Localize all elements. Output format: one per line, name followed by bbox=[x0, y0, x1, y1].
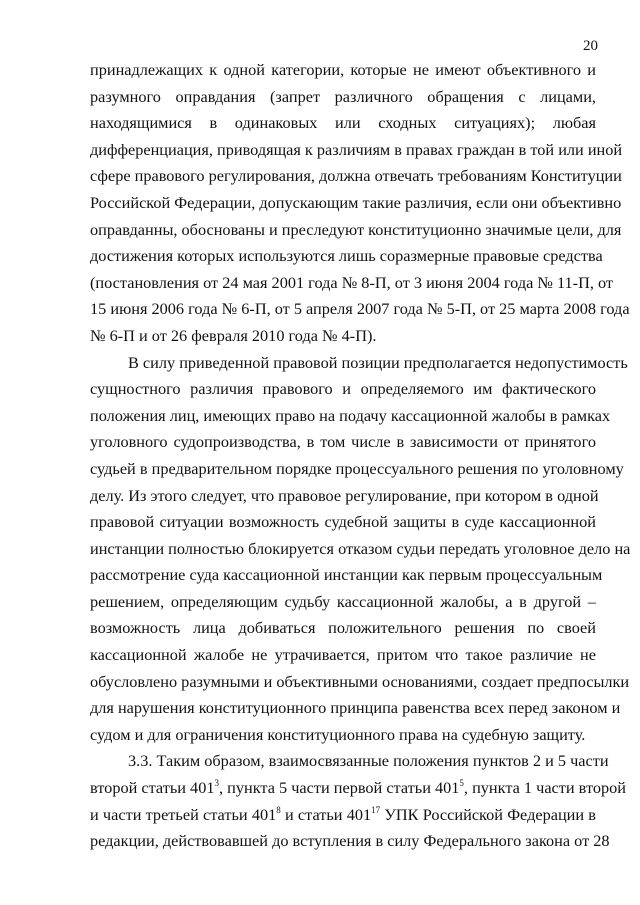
paragraph-1 bbox=[90, 57, 630, 350]
text-line: разумного оправдания (запрет различного обращения с лицами, bbox=[90, 86, 596, 106]
text-line: инстанции полностью блокируется отказом судьи передать уголовное дело на bbox=[90, 538, 631, 558]
text-line: (постановления от 24 мая 2001 года № 8-П, от 3 июня 2004 года № 11-П, от bbox=[90, 272, 614, 292]
superscript: 8 bbox=[276, 804, 281, 815]
text-line: находящимися в одинаковых или сходных ситуациях); любая bbox=[90, 113, 596, 133]
document-body bbox=[90, 57, 631, 855]
text-line: 3.3. Таким образом, взаимосвязанные положения пунктов 2 и 5 части bbox=[128, 751, 609, 771]
text-line bbox=[90, 775, 627, 802]
text-line: обусловлено разумными и объективными основаниями, создает предпосылки bbox=[90, 671, 630, 691]
line-segment: второй статьи 401 bbox=[90, 778, 215, 798]
text-line: правовой ситуации возможность судебной защиты в суде кассационной bbox=[90, 512, 596, 532]
superscript: 5 bbox=[459, 778, 464, 789]
text-line: сущностного различия правового и определяемого им фактического bbox=[90, 379, 596, 399]
text-line: редакции, действовавшей до вступления в силу Федерального закона от 28 bbox=[90, 831, 610, 851]
text-line: судом и для ограничения конституционного права на судебную защиту. bbox=[90, 724, 586, 744]
text-line: делу. Из этого следует, что правовое регулирование, при котором в одной bbox=[90, 485, 599, 505]
superscript: 17 bbox=[371, 804, 381, 815]
text-line: рассмотрение суда кассационной инстанции как первым процессуальным bbox=[90, 565, 603, 585]
text-line: судьей в предварительном порядке процессуального решения по уголовному bbox=[90, 458, 624, 478]
text-line: для нарушения конституционного принципа равенства всех перед законом и bbox=[90, 698, 621, 718]
line-segment: и статьи 401 bbox=[280, 804, 372, 824]
line-segment: УПК Российской Федерации в bbox=[380, 804, 596, 824]
page-number: 20 bbox=[583, 38, 598, 54]
text-line: оправданны, обоснованы и преследуют конституционно значимые цели, для bbox=[90, 219, 622, 239]
text-line: достижения которых используются лишь соразмерные правовые средства bbox=[90, 246, 603, 266]
line-segment: , пункта 1 части второй bbox=[463, 778, 627, 798]
text-line: № 6-П и от 26 февраля 2010 года № 4-П). bbox=[90, 325, 377, 345]
text-line: уголовного судопроизводства, в том числе в зависимости от принятого bbox=[90, 432, 596, 452]
text-line: В силу приведенной правовой позиции предполагается недопустимость bbox=[128, 352, 628, 372]
superscript: 3 bbox=[214, 778, 219, 789]
line-segment: и части третьей статьи 401 bbox=[90, 804, 277, 824]
text-line: сфере правового регулирования, должна отвечать требованиям Конституции bbox=[90, 166, 622, 186]
line-segment: , пункта 5 части первой статьи 401 bbox=[218, 778, 460, 798]
text-line: принадлежащих к одной категории, которые не имеют объективного и bbox=[90, 60, 596, 79]
text-line: решением, определяющим судьбу кассационной жалобы, а в другой – bbox=[90, 591, 596, 611]
text-line: 15 июня 2006 года № 6-П, от 5 апреля 2007 года № 5-П, от 25 марта 2008 года bbox=[90, 299, 630, 319]
text-line: дифференциация, приводящая к различиям в правах граждан в той или иной bbox=[90, 139, 623, 159]
paragraph-3 bbox=[90, 748, 627, 854]
text-line: кассационной жалобе не утрачивается, притом что такое различие не bbox=[90, 645, 596, 665]
paragraph-2 bbox=[90, 350, 631, 749]
text-line: возможность лица добиваться положительного решения по своей bbox=[90, 618, 596, 638]
text-line bbox=[90, 802, 596, 829]
text-line: положения лиц, имеющих право на подачу кассационной жалобы в рамках bbox=[90, 405, 611, 425]
text-line: Российской Федерации, допускающим такие различия, если они объективно bbox=[90, 192, 622, 212]
